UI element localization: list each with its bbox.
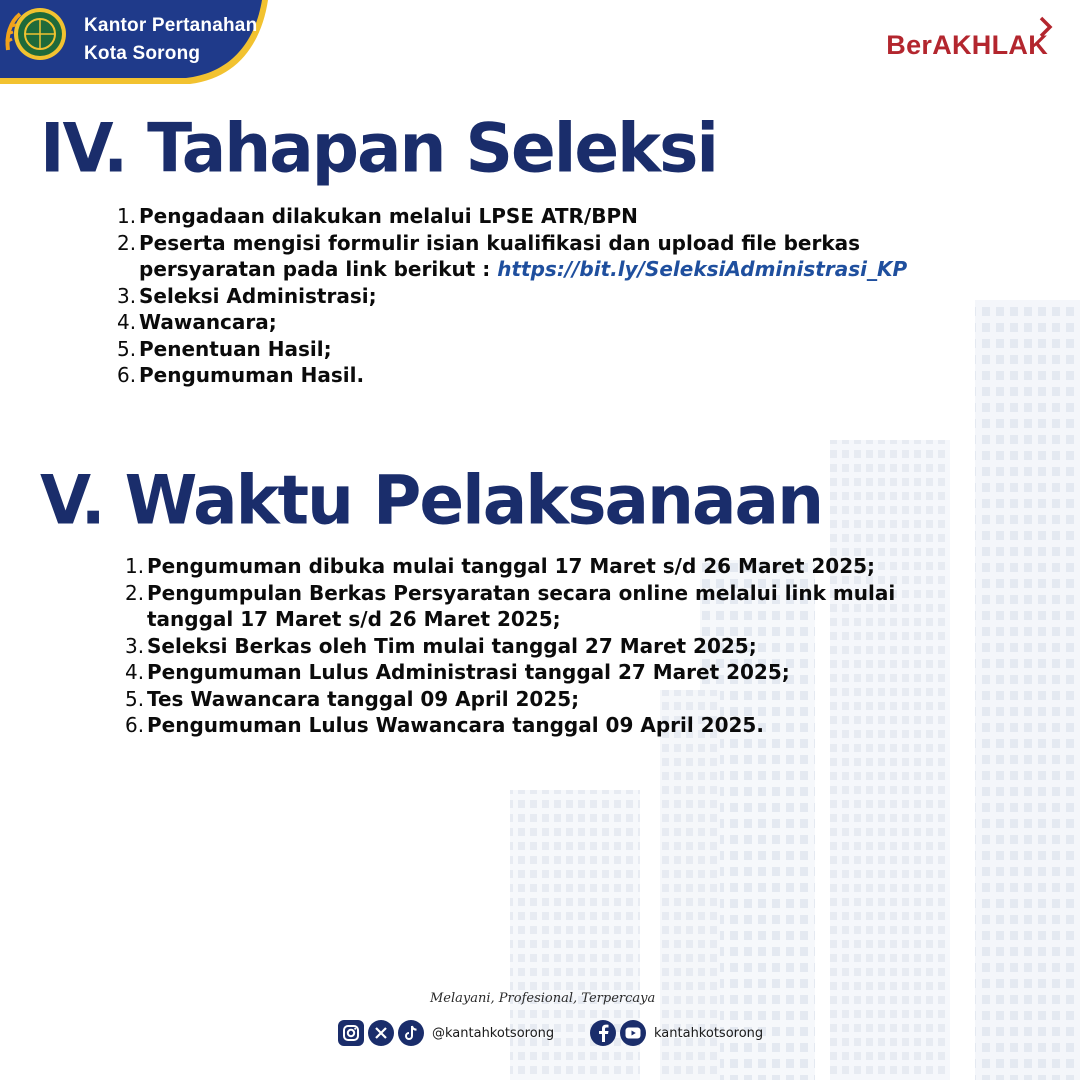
waktu-pelaksanaan-list [125,553,925,739]
org-name-line2: Kota Sorong [84,43,201,64]
list-item: 6. Pengumuman Lulus Wawancara tanggal 09 April 2025. [125,713,764,737]
social-links-left [338,1020,554,1046]
registration-link[interactable]: https://bit.ly/SeleksiAdministrasi_KP [497,257,908,281]
social-handle-right[interactable]: kantahkotsorong [654,1025,764,1041]
x-icon[interactable] [368,1020,394,1046]
list-item: 5. Tes Wawancara tanggal 09 April 2025; [125,686,580,711]
tiktok-icon[interactable] [398,1020,424,1046]
facebook-icon[interactable] [590,1020,616,1046]
org-name-line1: Kantor Pertanahan [84,15,258,36]
list-item: 1. Pengumuman dibuka mulai tanggal 17 Maret s/d 26 Maret 2025; [125,554,876,578]
list-item: 3. Seleksi Administrasi; [117,283,377,308]
list-item: 5. Penentuan Hasil; [117,336,332,361]
bpn-logo-icon [0,0,68,68]
list-item: 3. Seleksi Berkas oleh Tim mulai tanggal 27 Maret 2025; [125,633,757,658]
youtube-icon[interactable] [620,1020,646,1046]
header-badge [0,0,268,86]
list-item: 2. Peserta mengisi formulir isian kualifikasi dan upload file berkas persyaratan pada link berikut : https://bit.ly/SeleksiAdministrasi_KP [117,230,908,281]
list-item: 4. Wawancara; [117,310,277,334]
list-item: 2. Pengumpulan Berkas Persyaratan secara online melalui link mulai tanggal 17 Maret s/d 26 Maret 2025; [125,580,896,631]
section-title-waktu-pelaksanaan: V. Waktu Pelaksanaan [40,461,823,540]
social-handle-left[interactable]: @kantahkotsorong [432,1025,555,1041]
tahapan-seleksi-list [117,203,917,389]
footer-tagline: Melayani, Profesional, Terpercaya [430,991,656,1006]
list-item: 1. Pengadaan dilakukan melalui LPSE ATR/BPN [117,204,638,228]
list-item: 6. Pengumuman Hasil. [117,363,365,387]
brand-logo-text: BerAKHLAK [886,30,1048,60]
social-links-right [590,1020,763,1046]
section-title-tahapan-seleksi: IV. Tahapan Seleksi [40,109,717,188]
list-item: 4. Pengumuman Lulus Administrasi tanggal 27 Maret 2025; [125,660,790,684]
instagram-icon[interactable] [338,1020,364,1046]
